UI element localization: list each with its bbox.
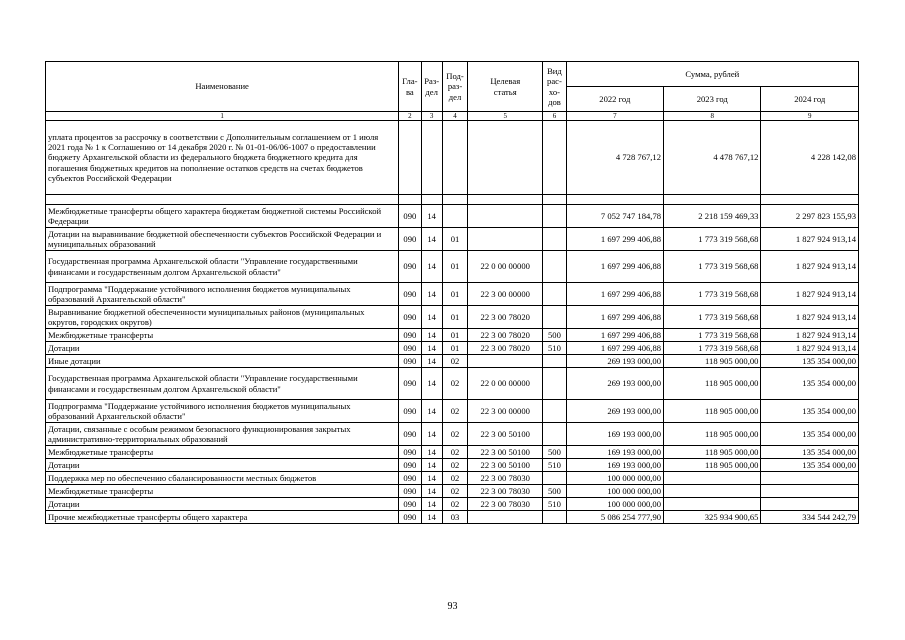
cell-sum-2023: 118 905 000,00: [664, 355, 761, 368]
cell-razdel: 14: [421, 498, 442, 511]
cell-expense-type: 510: [543, 459, 566, 472]
table-row: [46, 498, 859, 511]
table-row: [46, 121, 859, 195]
cell-target-article: [468, 121, 543, 195]
cell-sum-2024: 135 354 000,00: [761, 459, 859, 472]
cell-sum-2022: 5 086 254 777,90: [566, 511, 663, 524]
cell-glava: 090: [399, 355, 421, 368]
cell-razdel: 14: [421, 368, 442, 400]
column-number: 2: [399, 112, 421, 121]
header-glava: Гла- ва: [399, 62, 421, 112]
cell-sum-2024: 4 228 142,08: [761, 121, 859, 195]
cell-podrazdel: [442, 121, 467, 195]
cell-name: Прочие межбюджетные трансферты общего характера: [46, 511, 399, 524]
cell-sum-2024: 1 827 924 913,14: [761, 306, 859, 329]
cell-expense-type: [543, 511, 566, 524]
cell-expense-type: [543, 368, 566, 400]
cell-razdel: 14: [421, 511, 442, 524]
cell-target-article: [468, 355, 543, 368]
cell-glava: 090: [399, 511, 421, 524]
table-row: [46, 368, 859, 400]
cell-sum-2023: 325 934 900,65: [664, 511, 761, 524]
cell-sum-2023: 1 773 319 568,68: [664, 329, 761, 342]
cell-sum-2024: 1 827 924 913,14: [761, 251, 859, 283]
cell-name: Дотации, связанные с особым режимом безопасного функционирования закрытых административно-территориальных образований: [46, 423, 399, 446]
table-row: [46, 459, 859, 472]
cell-glava: 090: [399, 472, 421, 485]
cell-razdel: 14: [421, 423, 442, 446]
cell-sum-2023: 118 905 000,00: [664, 446, 761, 459]
column-number-row: [46, 112, 859, 121]
column-number: 7: [566, 112, 663, 121]
cell-sum-2022: 1 697 299 406,88: [566, 306, 663, 329]
cell-target-article: 22 3 00 78020: [468, 342, 543, 355]
cell-sum-2023: 118 905 000,00: [664, 423, 761, 446]
cell-name: Подпрограмма "Поддержание устойчивого исполнения бюджетов муниципальных образований Архангельской области": [46, 283, 399, 306]
cell-razdel: 14: [421, 400, 442, 423]
cell-podrazdel: [442, 195, 467, 205]
cell-podrazdel: 01: [442, 251, 467, 283]
cell-expense-type: [543, 400, 566, 423]
table-row: [46, 511, 859, 524]
cell-podrazdel: 02: [442, 368, 467, 400]
cell-sum-2022: [566, 195, 663, 205]
cell-target-article: [468, 228, 543, 251]
cell-podrazdel: 02: [442, 498, 467, 511]
cell-expense-type: 500: [543, 485, 566, 498]
cell-razdel: 14: [421, 342, 442, 355]
cell-glava: 090: [399, 283, 421, 306]
cell-target-article: [468, 205, 543, 228]
cell-sum-2022: 1 697 299 406,88: [566, 283, 663, 306]
header-year-2022: 2022 год: [566, 87, 663, 112]
table-row: [46, 283, 859, 306]
cell-sum-2024: 1 827 924 913,14: [761, 342, 859, 355]
table-row: [46, 228, 859, 251]
cell-expense-type: [543, 355, 566, 368]
cell-sum-2022: 169 193 000,00: [566, 423, 663, 446]
cell-glava: 090: [399, 423, 421, 446]
cell-sum-2024: 135 354 000,00: [761, 400, 859, 423]
cell-name: Выравнивание бюджетной обеспеченности муниципальных районов (муниципальных округов, городских округов): [46, 306, 399, 329]
cell-sum-2022: 169 193 000,00: [566, 446, 663, 459]
cell-sum-2023: 118 905 000,00: [664, 459, 761, 472]
cell-sum-2022: 1 697 299 406,88: [566, 342, 663, 355]
table-row: [46, 400, 859, 423]
cell-sum-2024: [761, 498, 859, 511]
cell-razdel: 14: [421, 329, 442, 342]
cell-sum-2022: 7 052 747 184,78: [566, 205, 663, 228]
column-number: 5: [468, 112, 543, 121]
cell-sum-2023: [664, 195, 761, 205]
table-row: [46, 251, 859, 283]
cell-target-article: 22 3 00 50100: [468, 423, 543, 446]
cell-sum-2023: 2 218 159 469,33: [664, 205, 761, 228]
table-row: [46, 306, 859, 329]
cell-sum-2023: 1 773 319 568,68: [664, 251, 761, 283]
cell-expense-type: 510: [543, 342, 566, 355]
cell-name: Межбюджетные трансферты: [46, 485, 399, 498]
cell-name: Подпрограмма "Поддержание устойчивого исполнения бюджетов муниципальных образований Архангельской области": [46, 400, 399, 423]
cell-name: Поддержка мер по обеспечению сбалансированности местных бюджетов: [46, 472, 399, 485]
cell-sum-2023: 1 773 319 568,68: [664, 342, 761, 355]
cell-razdel: 14: [421, 228, 442, 251]
cell-sum-2022: 100 000 000,00: [566, 472, 663, 485]
cell-glava: 090: [399, 400, 421, 423]
cell-sum-2023: 118 905 000,00: [664, 400, 761, 423]
header-razdel: Раз- дел: [421, 62, 442, 112]
cell-glava: 090: [399, 446, 421, 459]
header-year-2023: 2023 год: [664, 87, 761, 112]
cell-glava: 090: [399, 228, 421, 251]
column-number: 4: [442, 112, 467, 121]
cell-sum-2024: 135 354 000,00: [761, 368, 859, 400]
cell-target-article: 22 3 00 78020: [468, 306, 543, 329]
cell-razdel: 14: [421, 459, 442, 472]
cell-razdel: [421, 195, 442, 205]
cell-podrazdel: 02: [442, 423, 467, 446]
cell-expense-type: 510: [543, 498, 566, 511]
table-row: [46, 205, 859, 228]
cell-sum-2024: [761, 472, 859, 485]
cell-razdel: 14: [421, 306, 442, 329]
cell-target-article: [468, 195, 543, 205]
table-row: [46, 472, 859, 485]
cell-sum-2023: 4 478 767,12: [664, 121, 761, 195]
cell-sum-2022: 1 697 299 406,88: [566, 329, 663, 342]
cell-glava: 090: [399, 329, 421, 342]
cell-sum-2023: [664, 498, 761, 511]
cell-razdel: 14: [421, 472, 442, 485]
table-row: [46, 485, 859, 498]
cell-target-article: 22 3 00 50100: [468, 459, 543, 472]
table-row: [46, 329, 859, 342]
cell-podrazdel: 01: [442, 306, 467, 329]
cell-glava: [399, 195, 421, 205]
cell-podrazdel: [442, 205, 467, 228]
cell-sum-2022: 269 193 000,00: [566, 400, 663, 423]
cell-target-article: 22 3 00 78030: [468, 498, 543, 511]
budget-table-container: [45, 61, 859, 524]
column-number: 8: [664, 112, 761, 121]
cell-target-article: 22 3 00 50100: [468, 446, 543, 459]
cell-name: [46, 195, 399, 205]
cell-sum-2023: 1 773 319 568,68: [664, 283, 761, 306]
cell-sum-2024: 2 297 823 155,93: [761, 205, 859, 228]
cell-sum-2022: 100 000 000,00: [566, 485, 663, 498]
cell-razdel: 14: [421, 251, 442, 283]
cell-podrazdel: 01: [442, 329, 467, 342]
cell-expense-type: [543, 251, 566, 283]
cell-sum-2024: [761, 195, 859, 205]
cell-sum-2024: 1 827 924 913,14: [761, 283, 859, 306]
cell-glava: 090: [399, 459, 421, 472]
table-row: [46, 195, 859, 205]
cell-podrazdel: 02: [442, 446, 467, 459]
header-target-article: Целевая статья: [468, 62, 543, 112]
cell-name: Дотации: [46, 342, 399, 355]
cell-razdel: 14: [421, 485, 442, 498]
header-expense-type: Вид рас- хо- дов: [543, 62, 566, 112]
table-row: [46, 342, 859, 355]
cell-expense-type: [543, 306, 566, 329]
cell-sum-2022: 269 193 000,00: [566, 368, 663, 400]
cell-sum-2022: 1 697 299 406,88: [566, 251, 663, 283]
cell-podrazdel: 01: [442, 342, 467, 355]
cell-razdel: 14: [421, 283, 442, 306]
cell-glava: 090: [399, 205, 421, 228]
cell-sum-2024: 1 827 924 913,14: [761, 228, 859, 251]
cell-sum-2024: [761, 485, 859, 498]
cell-name: Иные дотации: [46, 355, 399, 368]
cell-podrazdel: 02: [442, 355, 467, 368]
cell-target-article: 22 0 00 00000: [468, 251, 543, 283]
cell-expense-type: [543, 423, 566, 446]
cell-glava: 090: [399, 342, 421, 355]
table-body: [46, 121, 859, 524]
cell-podrazdel: 03: [442, 511, 467, 524]
header-year-2024: 2024 год: [761, 87, 859, 112]
cell-target-article: 22 3 00 00000: [468, 400, 543, 423]
cell-sum-2022: 169 193 000,00: [566, 459, 663, 472]
cell-name: Дотации: [46, 459, 399, 472]
cell-target-article: 22 3 00 00000: [468, 283, 543, 306]
cell-expense-type: [543, 472, 566, 485]
cell-sum-2023: [664, 485, 761, 498]
cell-podrazdel: 02: [442, 400, 467, 423]
column-number: 6: [543, 112, 566, 121]
cell-sum-2022: 4 728 767,12: [566, 121, 663, 195]
cell-glava: 090: [399, 498, 421, 511]
cell-expense-type: [543, 121, 566, 195]
cell-podrazdel: 02: [442, 485, 467, 498]
cell-target-article: [468, 511, 543, 524]
cell-glava: 090: [399, 368, 421, 400]
cell-name: Государственная программа Архангельской области "Управление государственными финансами и государственным долгом Архангельской области": [46, 251, 399, 283]
cell-name: уплата процентов за рассрочку в соответствии с Дополнительным соглашением от 1 июля 2021 года № 1 к Соглашению от 14 декабря 2020 г. № 01-01-06/06-1007 о предоставлении бюджету Архангельской области из федерального бюджета бюджетного кредита для погашения бюджетных кредитов на пополнение остатков средств на счетах бюджетов субъектов Российской Федерации: [46, 121, 399, 195]
cell-name: Межбюджетные трансферты: [46, 329, 399, 342]
cell-expense-type: [543, 205, 566, 228]
cell-target-article: 22 0 00 00000: [468, 368, 543, 400]
cell-glava: [399, 121, 421, 195]
header-name: Наименование: [46, 62, 399, 112]
cell-sum-2022: 100 000 000,00: [566, 498, 663, 511]
cell-expense-type: 500: [543, 329, 566, 342]
cell-name: Дотации: [46, 498, 399, 511]
cell-podrazdel: 01: [442, 228, 467, 251]
cell-target-article: 22 3 00 78030: [468, 472, 543, 485]
cell-sum-2024: 135 354 000,00: [761, 446, 859, 459]
header-sum: Сумма, рублей: [566, 62, 858, 87]
cell-glava: 090: [399, 485, 421, 498]
cell-expense-type: 500: [543, 446, 566, 459]
cell-razdel: 14: [421, 446, 442, 459]
cell-name: Государственная программа Архангельской области "Управление государственными финансами и государственным долгом Архангельской области": [46, 368, 399, 400]
cell-sum-2024: 135 354 000,00: [761, 355, 859, 368]
cell-glava: 090: [399, 306, 421, 329]
table-row: [46, 423, 859, 446]
page-number: 93: [447, 601, 458, 612]
header-podrazdel: Под- раз- дел: [442, 62, 467, 112]
cell-sum-2023: 118 905 000,00: [664, 368, 761, 400]
cell-target-article: 22 3 00 78020: [468, 329, 543, 342]
cell-name: Межбюджетные трансферты: [46, 446, 399, 459]
cell-glava: 090: [399, 251, 421, 283]
column-number: 9: [761, 112, 859, 121]
cell-sum-2023: 1 773 319 568,68: [664, 306, 761, 329]
cell-sum-2022: 269 193 000,00: [566, 355, 663, 368]
cell-sum-2024: 334 544 242,79: [761, 511, 859, 524]
cell-sum-2024: 135 354 000,00: [761, 423, 859, 446]
cell-razdel: [421, 121, 442, 195]
cell-target-article: 22 3 00 78030: [468, 485, 543, 498]
table-row: [46, 446, 859, 459]
budget-table: [45, 61, 859, 524]
cell-name: Межбюджетные трансферты общего характера бюджетам бюджетной системы Российской Федерации: [46, 205, 399, 228]
cell-name: Дотации на выравнивание бюджетной обеспеченности субъектов Российской Федерации и муниципальных образований: [46, 228, 399, 251]
cell-expense-type: [543, 283, 566, 306]
cell-expense-type: [543, 228, 566, 251]
column-number: 1: [46, 112, 399, 121]
cell-razdel: 14: [421, 355, 442, 368]
cell-razdel: 14: [421, 205, 442, 228]
column-number: 3: [421, 112, 442, 121]
cell-podrazdel: 02: [442, 459, 467, 472]
cell-expense-type: [543, 195, 566, 205]
cell-podrazdel: 02: [442, 472, 467, 485]
table-row: [46, 355, 859, 368]
cell-sum-2024: 1 827 924 913,14: [761, 329, 859, 342]
cell-sum-2022: 1 697 299 406,88: [566, 228, 663, 251]
cell-sum-2023: 1 773 319 568,68: [664, 228, 761, 251]
cell-podrazdel: 01: [442, 283, 467, 306]
cell-sum-2023: [664, 472, 761, 485]
